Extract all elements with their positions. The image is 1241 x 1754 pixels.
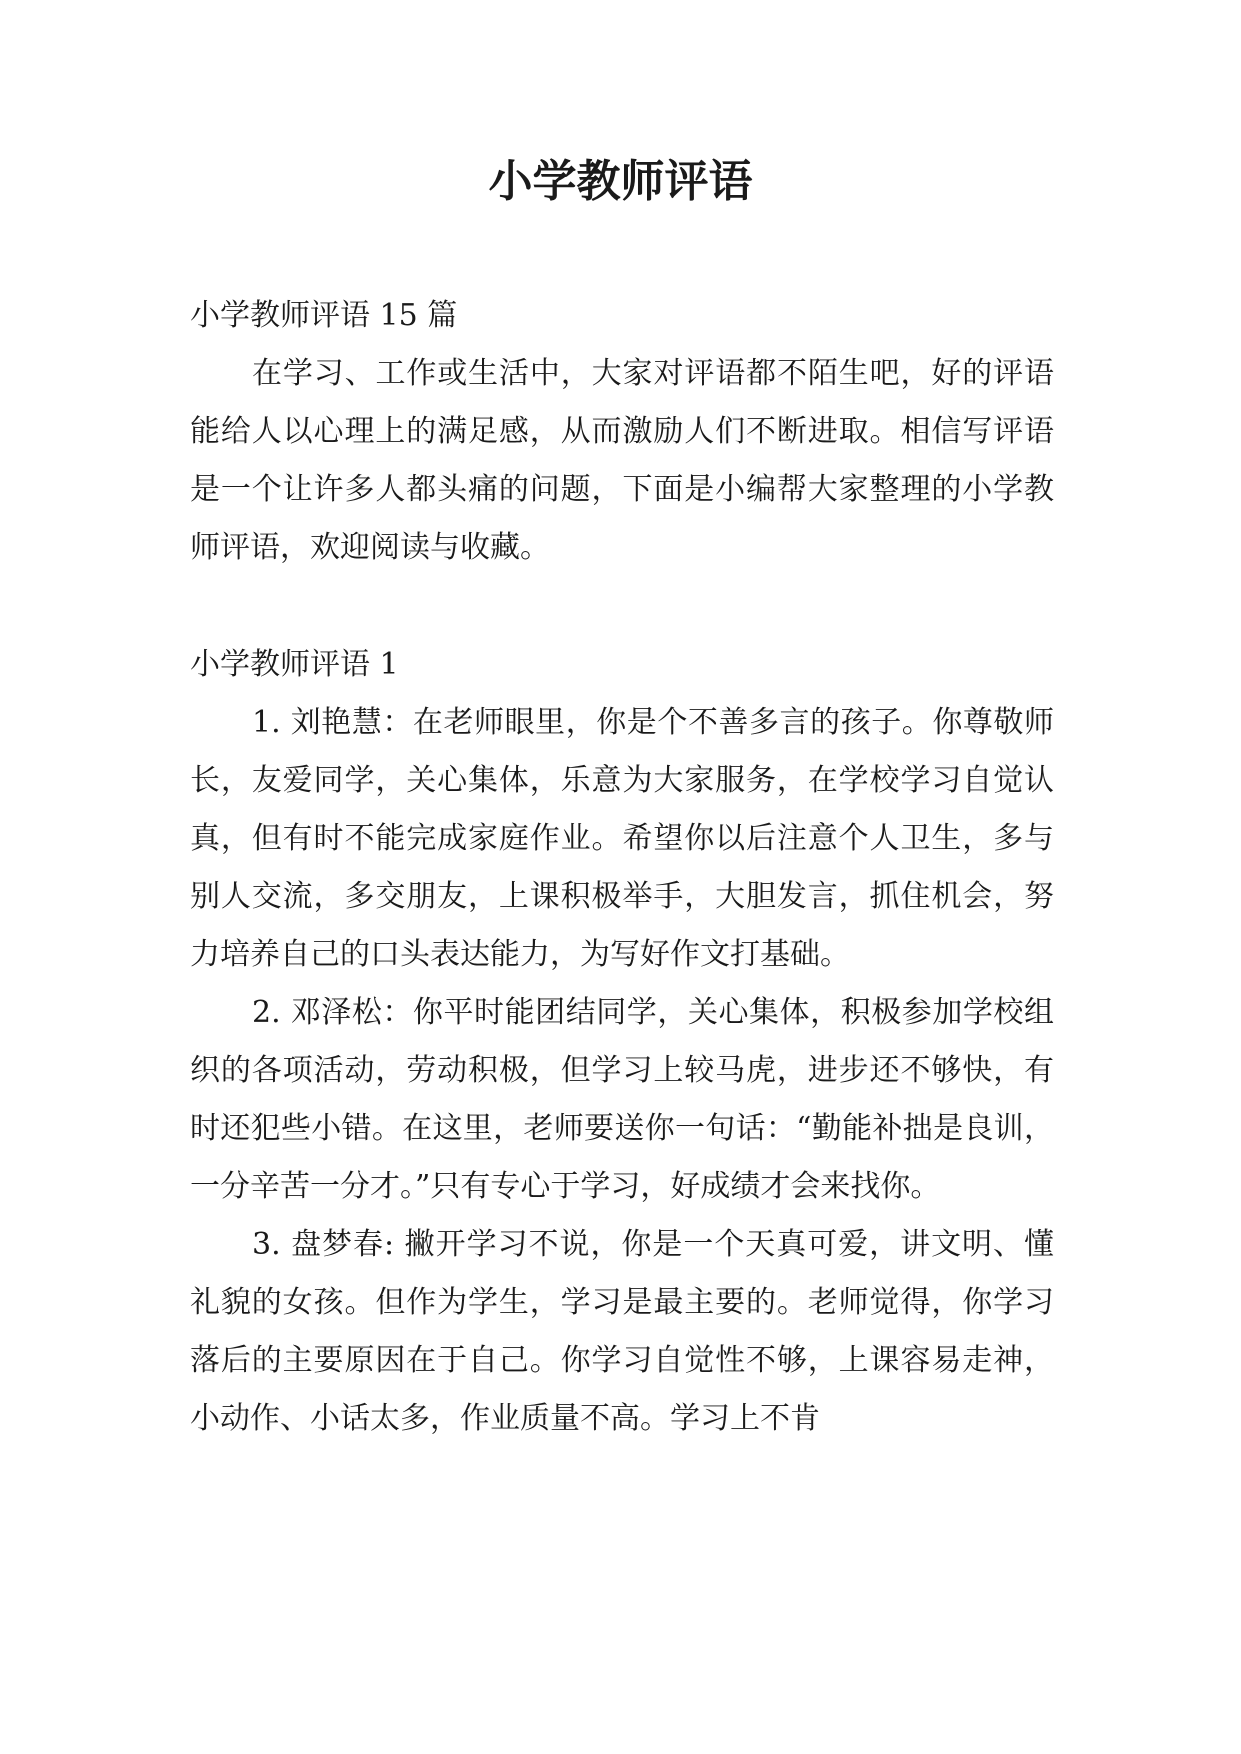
section-heading: 小学教师评语 1 xyxy=(190,647,399,682)
intro-section xyxy=(190,287,1054,577)
section-1 xyxy=(190,636,1054,1448)
intro-paragraph: 在学习、工作或生活中，大家对评语都不陌生吧，好的评语能给人以心理上的满足感，从而激励人们不断进取。相信写评语是一个让许多人都头痛的问题，下面是小编帮大家整理的小学教师评语，欢迎阅读与收藏。 xyxy=(190,356,1054,565)
comment-paragraph-1: 1. 刘艳慧：在老师眼里，你是个不善多言的孩子。你尊敬师长，友爱同学，关心集体，乐意为大家服务，在学校学习自觉认真，但有时不能完成家庭作业。希望你以后注意个人卫生，多与别人交流，多交朋友，上课积极举手，大胆发言，抓住机会，努力培养自己的口头表达能力，为写好作文打基础。 xyxy=(190,705,1054,972)
document-title: 小学教师评语 xyxy=(488,156,753,207)
document-subtitle: 小学教师评语 15 篇 xyxy=(190,298,458,333)
comment-paragraph-2: 2. 邓泽松：你平时能团结同学，关心集体，积极参加学校组织的各项活动，劳动积极，但学习上较马虎，进步还不够快，有时还犯些小错。在这里，老师要送你一句话：“勤能补拙是良训，一分辛苦一分才。”只有专心于学习，好成绩才会来找你。 xyxy=(190,995,1054,1204)
comment-paragraph-3: 3. 盘梦春: 撇开学习不说，你是一个天真可爱，讲文明、懂礼貌的女孩。但作为学生，学习是最主要的。老师觉得，你学习落后的主要原因在于自己。你学习自觉性不够，上课容易走神，小动作、小话太多，作业质量不高。学习上不肯 xyxy=(190,1227,1054,1436)
